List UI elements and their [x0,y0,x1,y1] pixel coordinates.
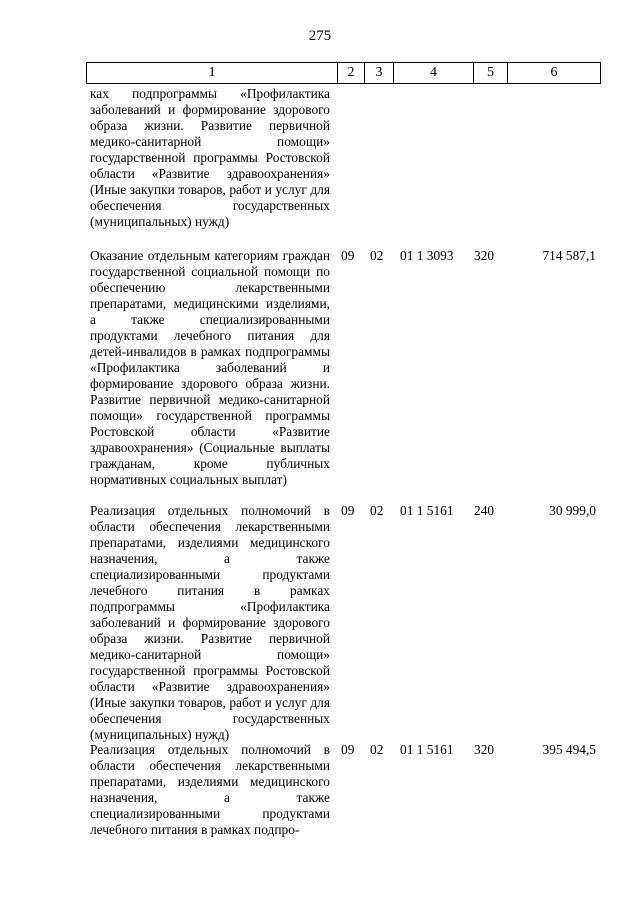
row-expense-type: 240 [474,503,495,518]
row-subsection: 02 [370,742,384,757]
row-target-article: 01 1 3093 [400,248,454,263]
column-header-5: 5 [474,63,508,84]
row-description: ках подпрограммы «Профилактика заболеваний и формирование здорового образа жизни. Развитие первичной медико-санитарной помощи» государственной программы Ростовской области «Развитие здравоохранения» (Иные закупки товаров, работ и услуг для обеспечения государственных (муниципальных) нужд) [90,86,330,229]
row-target-article: 01 1 5161 [400,503,454,518]
row-section: 09 [341,742,355,757]
row-expense-type: 320 [474,248,495,263]
row-section: 09 [341,503,355,518]
row-subsection: 02 [370,503,384,518]
table-header [86,62,601,84]
column-header-6: 6 [508,63,601,84]
row-description: Оказание отдельным категориям граждан государственной социальной помощи по обеспечению лекарственными препаратами, медицинскими изделиями, а также специализированными продуктами лечебного питания для детей-инвалидов в рамках подпрограммы «Профилактика заболеваний и формирование здорового образа жизни. Развитие первичной медико-санитарной помощи» государственной программы Ростовской области «Развитие здравоохранения» (Социальные выплаты гражданам, кроме публичных нормативных социальных выплат) [90,248,330,487]
row-target-article: 01 1 5161 [400,742,454,757]
row-subsection: 02 [370,248,384,263]
page-number: 275 [308,28,332,44]
row-section: 09 [341,248,355,263]
row-description: Реализация отдельных полномочий в области обеспечения лекарственными препаратами, изделиями медицинского назначения, а также специализированными продуктами лечебного питания в рамках подпро- [90,742,330,837]
column-header-4: 4 [394,63,474,84]
row-amount: 30 999,0 [549,503,596,518]
row-amount: 395 494,5 [542,742,596,757]
row-description: Реализация отдельных полномочий в области обеспечения лекарственными препаратами, изделиями медицинского назначения, а также специализированными продуктами лечебного питания в рамках подпрограммы «Профилактика заболеваний и формирование здорового образа жизни. Развитие первичной медико-санитарной помощи» государственной программы Ростовской области «Развитие здравоохранения» (Иные закупки товаров, работ и услуг для обеспечения государственных (муниципальных) нужд) [90,503,330,742]
column-header-2: 2 [338,63,365,84]
row-expense-type: 320 [474,742,495,757]
column-header-3: 3 [365,63,394,84]
row-amount: 714 587,1 [542,248,596,263]
column-header-1: 1 [87,63,338,84]
